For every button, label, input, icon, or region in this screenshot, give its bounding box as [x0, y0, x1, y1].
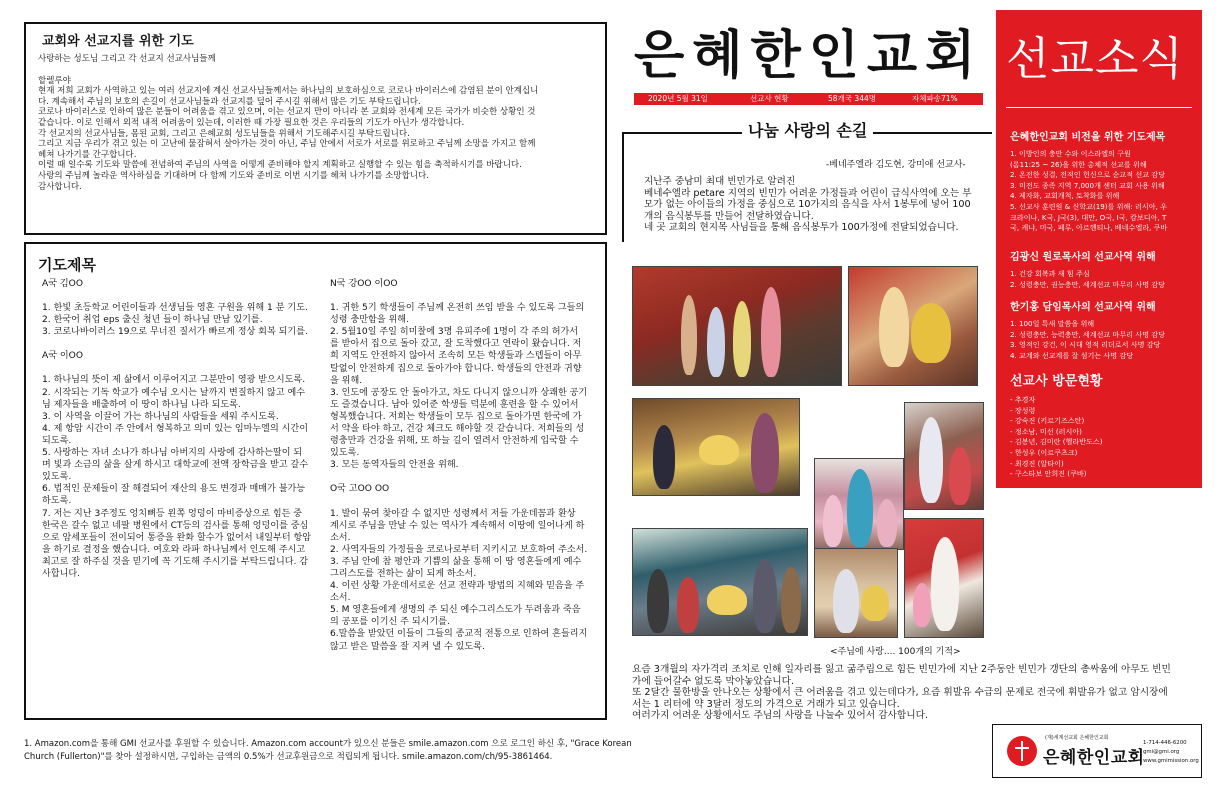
- prayer-topic-line: 3. 주님 안에 참 평안과 기쁨의 삶을 통해 이 땅 영혼들에게 예수: [330, 556, 582, 567]
- church-logo-name: 은혜한인교회: [1043, 748, 1145, 768]
- visit-item: - 구스타보 안희진 (쿠바): [1010, 469, 1087, 479]
- prayer-letter-line: 헤쳐 나가기를 간구합니다.: [38, 149, 137, 160]
- vision-prayer-item: 4. 제자화, 교회개척, 토착화를 위해: [1010, 191, 1120, 201]
- pastor1-prayer-item: 1. 건강 회복과 새 힘 주심: [1010, 269, 1090, 278]
- photo-woman-waving: [904, 518, 984, 638]
- prayer-topic-line: [330, 471, 602, 483]
- church-title: 은혜한인교회: [634, 26, 984, 86]
- article-title: 나눔 사랑의 손길: [742, 118, 873, 141]
- church-contact: [1143, 739, 1199, 766]
- prayer-letter-line: 사랑의 주님께 놀라운 역사하심을 기대하며 다 함께 기도와 준비로 이번 시기를 헤쳐 나가기를 소망합니다.: [38, 170, 429, 181]
- prayer-topic-line: 을 하기로 결정을 했습니다. 여호와 라파 하나님께서 인도해 주시고: [42, 544, 306, 555]
- prayer-topic-line: 1. 한빛 초등학교 어린이들과 선생님들 영혼 구원을 위해 1 분 기도.: [42, 303, 308, 314]
- prayer-topic-line: 3. 모든 동역자들의 안전을 위해.: [330, 460, 459, 471]
- prayer-topic-line: 탈없이 안전하게 집으로 돌아가야 합니다. 학생들의 안전과 귀향: [330, 363, 582, 374]
- article-body-line: 모가 없는 아이들의 가정을 중심으로 10가지의 음식을 사서 1봉투에 넣어 100: [644, 199, 971, 211]
- visits-section: [1010, 370, 1196, 480]
- pastor2-prayer-section: [1010, 298, 1196, 361]
- prayer-topic-line: [42, 338, 322, 350]
- prayer-topic-line: 하도록.: [42, 496, 72, 507]
- photo-caption: <주님에 사랑.... 100개의 기적>: [830, 647, 961, 657]
- article-bottom-line: 가에 들어갈수 없도록 막아놓았습니다.: [632, 675, 795, 687]
- status-bar: [634, 93, 983, 105]
- prayer-topic-line: A국 김OO: [42, 279, 83, 289]
- pastor2-prayer-title: 한기홍 담임목사의 선교사역 위해: [1010, 302, 1156, 313]
- prayer-topic-line: 님 제자들을 배출하여 이 땅이 하나님 나라 되도록.: [42, 399, 241, 410]
- prayer-topic-line: 있도록.: [42, 472, 72, 483]
- self-support-ratio: 자체파송71%: [912, 94, 958, 103]
- prayer-topic-line: 의 공포를 이기신 주 되시기를.: [330, 617, 450, 628]
- prayer-topic-line: 계시로 주님을 만날 수 있는 역사가 계속해서 이땅에 일어나게 하: [330, 520, 585, 531]
- vision-prayer-section: [1010, 128, 1196, 234]
- photo-food-distribution: [632, 398, 800, 496]
- sidebar-divider: [1006, 107, 1192, 108]
- visit-item: - 장성령: [1010, 405, 1036, 415]
- prayer-topic-line: 3. 이 사역을 이끌어 가는 하나님의 사람들을 세워 주시도록.: [42, 411, 279, 422]
- prayer-topic-line: 1. 귀한 5기 학생들이 주님께 온전히 쓰임 받을 수 있도록 그들의: [330, 303, 585, 314]
- footnote-line: Church (Fullerton)"를 찾아 설정하시면, 구입하는 금액의 0.5%가 선교후원금으로 적립되게 됩니다. smile.amazon.com/ch/95-3861464.: [24, 752, 553, 762]
- pastor2-prayer-item: 1. 100일 특새 말씀을 위해: [1010, 319, 1095, 328]
- prayer-letter-line: 감사합니다.: [38, 181, 82, 192]
- amazon-smile-footnote: [24, 738, 632, 764]
- prayer-topic-line: 며 빛과 소금의 삶을 살게 하시고 대학교에 전액 장학금을 받고 갈수: [42, 460, 309, 471]
- photo-spacer: [938, 402, 984, 510]
- pastor2-prayer-item: 4. 교계와 선교계를 잘 섬기는 사명 감당: [1010, 350, 1134, 360]
- issue-date: 2020년 5월 31일: [648, 94, 708, 103]
- vision-prayer-item: 5. 선교사 훈련원 & 신학교(19)를 위해: 러시아, 우: [1010, 201, 1167, 211]
- pastor1-prayer-section: [1010, 248, 1196, 290]
- photo-children-with-bags: [632, 266, 842, 386]
- prayer-topic-line: [330, 290, 602, 302]
- contact-line: www.gmimission.org: [1143, 758, 1199, 764]
- visit-item: - 한성우 (이르쿠츠크): [1010, 447, 1078, 457]
- prayer-topic-line: N국 강OO 이OO: [330, 279, 398, 289]
- photo-girl-with-groceries: [814, 548, 898, 638]
- prayer-topic-line: 6. 법적인 문제들이 잘 해결되어 재산의 용도 변경과 매매가 불가능: [42, 484, 306, 495]
- prayer-letter-line: 현재 저희 교회가 사역하고 있는 여러 선교지에 계신 선교사님들께서는 하나님의 보호하심으로 코로나 바이러스에 감염된 분이 안계십니: [38, 86, 539, 97]
- prayer-letter-line: 같습니다. 이로 인해서 외적 내적 어려움이 있는데, 이러한 때 가장 필요한 것은 우리들의 기도가 아닌가 생각합니다.: [38, 117, 465, 128]
- church-logo-icon: [1007, 736, 1037, 766]
- visit-item: - 김봉년, 김미란 (헬라반도스): [1010, 437, 1103, 447]
- visits-list: [1010, 395, 1196, 480]
- prayer-topic-line: 형복했습니다. 저희는 학생들이 모두 집으로 돌아가면 한국에 가: [330, 411, 582, 422]
- prayer-topic-line: [42, 290, 322, 302]
- prayer-topic-line: 도 즐겼습니다. 남아 있어준 학생들 덕분에 훈련을 할 수 있어서: [330, 399, 579, 410]
- prayer-topic-line: A국 이OO: [42, 351, 83, 362]
- visit-item: - 정소남, 미선 (러시아): [1010, 426, 1082, 436]
- photo-girl-with-food-bag: [848, 266, 978, 386]
- prayer-topic-line: 그리스도를 전하는 삶이 되게 하소서.: [330, 568, 477, 579]
- article-body-line: 네 곳 교회의 현지목 사님들을 통해 음식봉투가 100가정에 전달되었습니다.: [644, 222, 959, 234]
- prayer-letter-box: [24, 22, 607, 235]
- contact-line: gmi@gmi.org: [1143, 749, 1180, 755]
- prayer-topic-line: [330, 496, 602, 508]
- vision-prayer-item: 1. 이방인의 충만 수와 이스라엘의 구원: [1010, 149, 1131, 158]
- photo-group-with-bags: [632, 528, 808, 636]
- prayer-topic-line: 서 약을 타야 하고, 건강 체크도 해야할 것 같습니다. 저희들의 성: [330, 424, 585, 435]
- article-bottom-line: 요즘 3개월의 자가격리 조치로 인해 일자리를 잃고 굶주림으로 힘든 빈민가에 지난 2주동안 빈민가 갱단의 총싸움에 아무도 빈민: [632, 664, 1171, 675]
- pastor1-prayer-item: 2. 성령충만, 권능충만, 세계선교 마무리 사명 감당: [1010, 279, 1166, 289]
- prayer-letter-line: 다. 계속해서 주님의 보호의 손길이 선교사님들과 선교지를 덮어 주시길 위해서 많은 기도 부탁드립니다.: [38, 96, 421, 107]
- pastor2-prayer-item: 2. 성령충만, 능력충만, 세계선교 마무리 사명 감당: [1010, 329, 1166, 339]
- prayer-topic-line: 3. 인도에 공장도 안 돌아가고, 차도 다니지 않으니까 상쾌한 공기: [330, 387, 588, 398]
- prayer-letter-line: 이럴 때 일수록 기도와 말씀에 전념하여 주님의 사역을 어떻게 준비해야 할지 계획하고 실행할 수 있는 힘을 축적하시기를 바랍니다.: [38, 160, 522, 171]
- prayer-letter-line: [38, 65, 593, 76]
- prayer-letter-line: 코로나 바이러스로 인하여 많은 분들이 어려움을 겪고 있으며, 이는 선교지 만이 아니라 본 교회와 전세계 모든 국가가 비슷한 상황인 것: [38, 107, 536, 118]
- missionary-status-label: 선교사 현황: [750, 94, 789, 103]
- vision-prayer-item: 2. 온전한 성결, 전적인 헌신으로 순교적 선교 감당: [1010, 170, 1166, 180]
- prayer-topic-line: [42, 362, 322, 374]
- visit-item: - 최경진 (알타이): [1010, 458, 1064, 468]
- mission-news-sidebar: [996, 10, 1202, 488]
- prayer-letter-body: [38, 54, 593, 192]
- prayer-topic-line: 으로 암세포들이 전이되어 통증을 완화 할수가 없어서 내일부터 항암: [42, 532, 312, 543]
- prayer-topic-line: 2. 시작되는 기독 학교가 예수님 오시는 날까지 변질하지 않고 예수: [42, 387, 306, 398]
- prayer-topic-line: 1. 하나님의 뜻이 제 삶에서 이루어지고 그분만이 영광 받으시도록.: [42, 375, 306, 386]
- contact-line: 1-714-446-6200: [1143, 740, 1187, 746]
- prayer-topic-line: 5. 사랑하는 자녀 소나가 하나님 아버지의 사랑에 감사하는딸이 되: [42, 448, 303, 459]
- pastor2-prayer-item: 3. 영적인 강건, 이 시대 영적 리더로서 사명 감당: [1010, 340, 1161, 350]
- vision-prayer-item: (롬11:25 ~ 26)을 위한 총체적 선교를 위해: [1010, 159, 1147, 169]
- article-bottom-text: [632, 664, 1171, 722]
- prayer-letter-line: 각 선교지의 선교사님들, 몸된 교회, 그리고 은혜교회 성도님들을 위해서 기도해주시길 부탁드립니다.: [38, 128, 410, 139]
- prayer-topics-title: 기도제목: [38, 256, 96, 274]
- prayer-topics-right-column: [330, 278, 602, 653]
- prayer-topic-line: 4. 제 항암 시간이 주 안에서 형복하고 의미 있는 임마누엘의 시간이: [42, 423, 308, 434]
- article-body-line: 지난주 중남미 최대 빈민가로 알려진: [644, 176, 796, 187]
- prayer-topic-line: 2. 사역자들의 가정들을 코로나로부터 지키시고 보호하여 주소서.: [330, 544, 588, 555]
- prayer-topic-line: 성령 충만함을 위해.: [330, 315, 409, 326]
- pastor2-prayer-list: [1010, 319, 1196, 361]
- prayer-topic-line: 2. 5월10일 주일 히미찰에 3명 유피주에 1명이 각 주의 허가서: [330, 327, 579, 338]
- vision-prayer-item: 크라이나, K국, J국(3), 대만, O국, I국, 캄보디아, T: [1010, 212, 1167, 222]
- prayer-letter-line: 그리고 지금 우리가 겪고 있는 이 고난에 물잠혀서 살아가는 것이 아닌, 주님 안에서 서로가 서로를 위로하고 주님께 소망을 가지고 함께: [38, 139, 536, 150]
- prayer-topic-line: 2. 한국어 취업 eps 출신 청년 들이 하나님 만남 있기를.: [42, 315, 263, 326]
- prayer-topics-left-column: [42, 278, 322, 580]
- prayer-topic-line: O국 고OO OO: [330, 484, 390, 495]
- vision-prayer-title: 은혜한인교회 비전을 위한 기도제목: [1010, 132, 1166, 143]
- article-body-line: 베네수엘라 petare 지역의 빈민가 어려운 가정들과 어린이 급식사역에 오는 부: [644, 187, 972, 199]
- article-body-line: 개의 음식봉투를 만들어 전달하였습니다.: [644, 210, 814, 222]
- article-author: -베네주엘라 김도현, 강미애 선교사-: [826, 160, 966, 170]
- article-bottom-line: 여러가지 어려운 상황에서도 주님의 사랑을 나눌수 있어서 감사합니다.: [632, 710, 929, 722]
- prayer-topic-line: 5. M 영혼들에게 생명의 주 되신 예수그리스도가 두려움과 죽음: [330, 605, 581, 616]
- prayer-topic-line: 1. 발이 묶여 찾아갈 수 없지만 성령께서 저들 가운데꼼과 환상: [330, 508, 576, 519]
- prayer-letter-line: 할렐루야: [38, 75, 71, 86]
- prayer-topic-line: 령충만과 건강을 위해, 또 하늘 길이 열려서 안전하게 입국할 수: [330, 436, 579, 447]
- prayer-letter-title: 교회와 선교지를 위한 기도: [42, 34, 194, 49]
- visit-item: - 추경자: [1010, 395, 1036, 404]
- visits-title: 선교사 방문현황: [1010, 374, 1103, 389]
- vision-prayer-list: [1010, 149, 1196, 234]
- prayer-topic-line: 한국은 갈수 없고 네팔 병원에서 CT등의 검사를 통해 엉덩이를 중심: [42, 520, 309, 531]
- visit-item: - 강숙진 (키르기즈스탄): [1010, 416, 1085, 426]
- prayer-topic-line: 3. 코로나바이러스 19으로 무너진 질서가 빠르게 정상 회복 되기를.: [42, 327, 308, 338]
- article-body: [644, 176, 971, 234]
- church-logo-box: [992, 724, 1202, 778]
- footnote-line: 1. Amazon.com을 통해 GMI 선교사를 후원할 수 있습니다. Amazon.com account가 있으신 분들은 smile.amazon.com 으로 로그인 하신 후, "Grace Korean: [24, 739, 632, 749]
- prayer-letter-line: 사랑하는 성도님 그리고 각 선교지 선교사님들께: [38, 54, 216, 64]
- prayer-topic-line: 을 위해.: [330, 375, 363, 386]
- prayer-topic-line: 있도록.: [330, 448, 360, 459]
- prayer-topic-line: 최고로 잘 하주실 것을 믿기에 꼭 기도해 주시기를 부탁드립니다. 감: [42, 556, 309, 567]
- missionary-status-count: 58개국 344명: [828, 94, 876, 103]
- church-logo-subtitle: (재)세계선교회 은혜한인교회: [1045, 735, 1109, 741]
- prayer-topic-line: 7. 저는 지난 3주정도 엉치뼈등 왼쪽 엉덩이 마비증상으로 힘든 중: [42, 508, 303, 519]
- vision-prayer-item: 3. 미전도 종족 지역 7,000개 센터 교회 사용 위해: [1010, 180, 1165, 190]
- pastor1-prayer-list: [1010, 269, 1196, 290]
- prayer-topics-box: [24, 242, 607, 720]
- photo-mother-and-daughters: [814, 458, 904, 550]
- pastor1-prayer-title: 김광신 원로목사의 선교사역 위해: [1010, 252, 1156, 263]
- article-bottom-line: 서는 1 리터에 약 3달러 정도의 가격으로 거래가 되고 있습니다.: [632, 698, 900, 710]
- prayer-topic-line: 되도록.: [42, 435, 72, 446]
- prayer-topic-line: 희 지역도 안전하지 않아서 조속히 모든 학생들과 스텝들이 아무: [330, 351, 582, 362]
- prayer-topic-line: 사합니다.: [42, 568, 81, 579]
- prayer-topic-line: 6.말씀을 받았던 이들이 그들의 종교적 전통으로 인하여 흔들리지: [330, 629, 588, 640]
- vision-prayer-item: 국, 케냐, 미국, 페루, 아르헨티나, 베네수엘라, 쿠바: [1010, 223, 1168, 233]
- prayer-topic-line: 를 받아서 집으로 돌아 갔고, 잘 도착했다고 연락이 왔습니다. 저: [330, 339, 582, 350]
- prayer-topic-line: 않고 받은 말씀을 잘 지켜 낼 수 있도록.: [330, 641, 485, 652]
- prayer-topic-line: 소서.: [330, 532, 351, 543]
- mission-news-title: 선교소식: [1006, 32, 1184, 85]
- prayer-topic-line: 소서.: [330, 593, 351, 604]
- article-bottom-line: 또 2달간 물한방울 안나오는 상황에서 큰 어려움을 겪고 있는데다가, 요즘 휘발유 수급의 문제로 전국에 휘발유가 없고 암시장에: [632, 687, 1168, 699]
- prayer-topic-line: 4. 이런 상황 가운데서로운 선교 전략과 방법의 지혜와 믿음을 주: [330, 581, 585, 592]
